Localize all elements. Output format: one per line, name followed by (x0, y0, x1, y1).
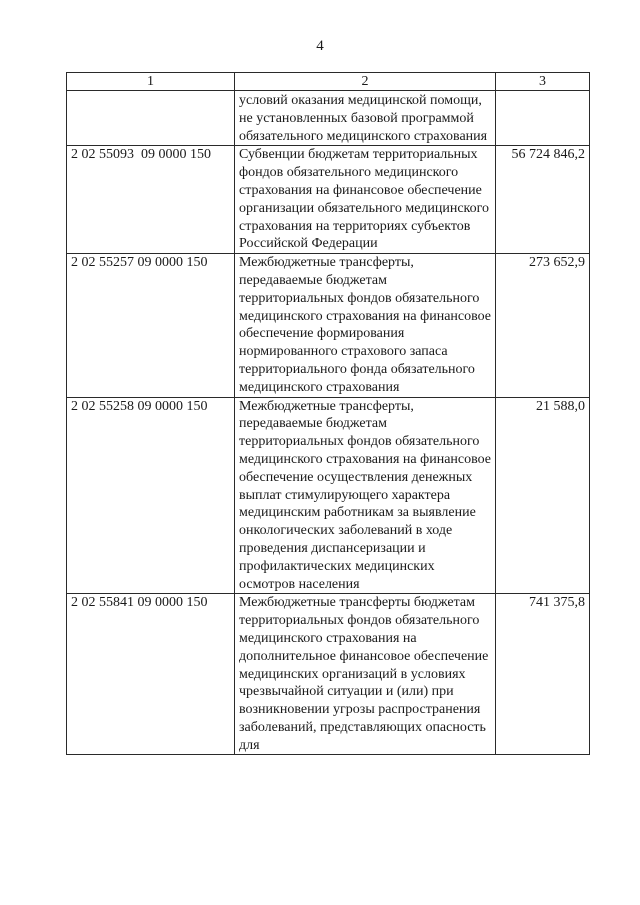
revenue-code-cell: 2 02 55257 09 0000 150 (67, 254, 235, 397)
description-cell: условий оказания медицинской помощи, не установленных базовой программой обязательного медицинского страхования (235, 91, 496, 146)
budget-revenue-table (66, 72, 590, 755)
description-cell: Межбюджетные трансферты, передаваемые бюджетам территориальных фондов обязательного медицинского страхования на финансовое обеспечение формирования нормированного страхового запаса территориального фонда обязательного медицинского страхования (235, 254, 496, 397)
revenue-code-cell (67, 91, 235, 146)
description-cell: Межбюджетные трансферты, передаваемые бюджетам территориальных фондов обязательного медицинского страхования на финансовое обеспечение осуществления денежных выплат стимулирующего характера медицинским работникам за выявление онкологических заболеваний в ходе проведения диспансеризации и профилактических медицинских осмотров населения (235, 397, 496, 594)
amount-cell (496, 91, 590, 146)
column-header-3: 3 (496, 73, 590, 91)
revenue-code-cell: 2 02 55841 09 0000 150 (67, 594, 235, 755)
table-row (67, 397, 590, 594)
revenue-code-cell: 2 02 55258 09 0000 150 (67, 397, 235, 594)
column-header-1: 1 (67, 73, 235, 91)
revenue-code-cell: 2 02 55093 09 0000 150 (67, 146, 235, 254)
amount-cell: 21 588,0 (496, 397, 590, 594)
table-row (67, 254, 590, 397)
table-row (67, 146, 590, 254)
amount-cell: 56 724 846,2 (496, 146, 590, 254)
table-row (67, 594, 590, 755)
amount-cell: 273 652,9 (496, 254, 590, 397)
table-row (67, 91, 590, 146)
description-cell: Субвенции бюджетам территориальных фондов обязательного медицинского страхования на финансовое обеспечение организации обязательного медицинского страхования на территориях субъектов Российской Федерации (235, 146, 496, 254)
description-cell: Межбюджетные трансферты бюджетам территориальных фондов обязательного медицинского страхования на дополнительное финансовое обеспечение медицинских организаций в условиях чрезвычайной ситуации и (или) при возникновении угрозы распространения заболеваний, представляющих опасность для (235, 594, 496, 755)
column-header-2: 2 (235, 73, 496, 91)
page-number: 4 (316, 38, 324, 54)
amount-cell: 741 375,8 (496, 594, 590, 755)
table-header-row (67, 73, 590, 91)
